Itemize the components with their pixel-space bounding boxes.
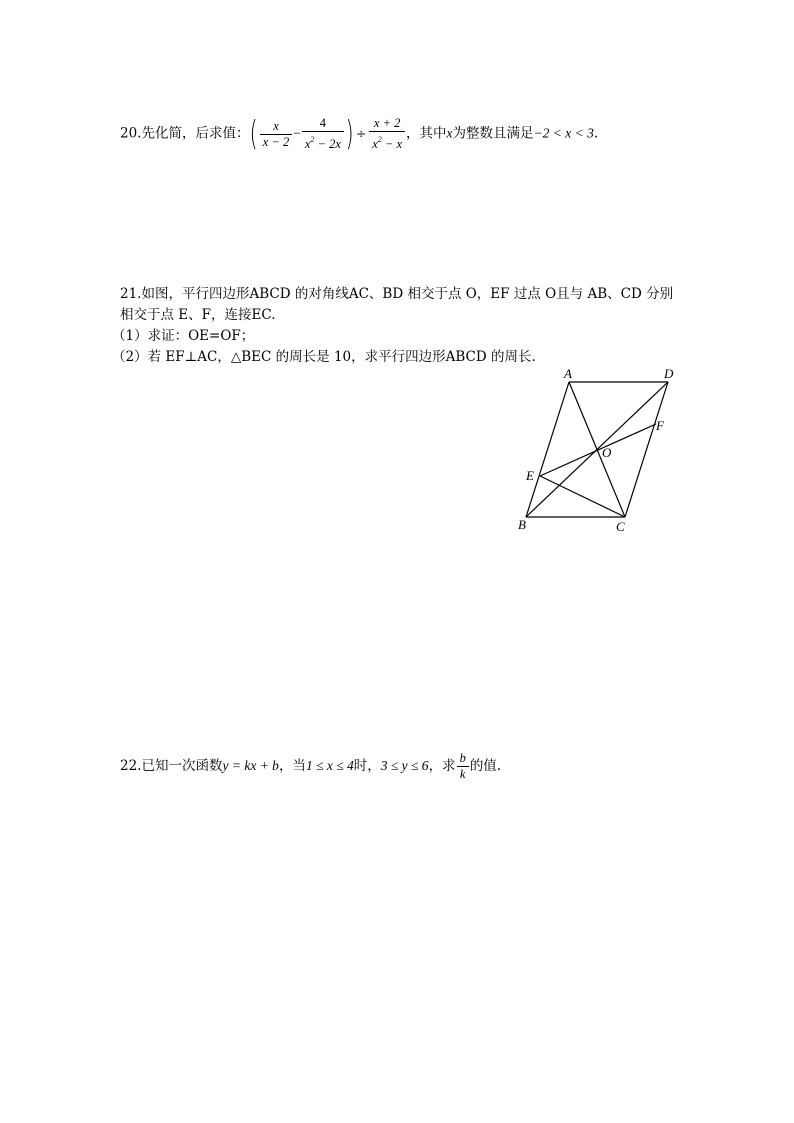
divide-sign: ÷ [356, 126, 367, 141]
q21-line2: 相交于点 E、F，连接EC. [120, 307, 276, 323]
right-paren: ) [345, 114, 354, 154]
label-b: B [518, 517, 526, 532]
q22-fraction: $\frac{b}{k}$ [457, 751, 469, 782]
q22-condition-y: 3 ≤ y ≤ 6 [380, 758, 429, 773]
segment-ec [540, 476, 625, 517]
q20-var: x [446, 125, 453, 141]
q21-part2: （2）若 EF⊥AC，△BEC 的周长是 10，求平行四边形ABCD 的周长. [112, 349, 536, 365]
label-e: E [526, 468, 534, 483]
q20-mid: ，其中 [406, 125, 447, 142]
q22-prefix: 22.已知一次函数 [120, 758, 223, 774]
side-cd [625, 382, 668, 517]
label-o: O [602, 445, 612, 460]
q20-end: . [593, 125, 599, 142]
fraction-1: $\frac{x}{x - 2}$ [260, 119, 292, 150]
q21-line1: 21.如图，平行四边形ABCD 的对角线AC、BD 相交于点 O，EF 过点 O且与 AB、CD 分别 [120, 286, 674, 302]
fraction-2: $\frac{4}{x^2 - 2x}$ [302, 116, 344, 152]
label-a: A [564, 366, 572, 381]
q22-mid3: ，求 [428, 758, 456, 774]
diagonal-ac [569, 382, 625, 517]
q20-prefix: 20.先化简，后求值： [120, 125, 250, 142]
minus-sign: − [293, 125, 301, 141]
q22-mid1: ，当 [278, 758, 306, 774]
label-d: D [664, 366, 674, 381]
q22-end: 的值. [469, 758, 502, 774]
question-22 [120, 751, 501, 782]
question-20 [120, 116, 598, 152]
q20-condition: −2 < x < 3 [533, 125, 594, 141]
diagonal-bd [526, 382, 668, 517]
q22-mid2: 时， [353, 758, 381, 774]
fraction-3: $\frac{x + 2}{x^2 - x}$ [369, 116, 405, 152]
q22-function: y = kx + b [222, 758, 279, 773]
q21-part1: （1）求证：OE=OF； [112, 328, 255, 344]
segment-ef [540, 424, 656, 476]
label-c: C [616, 519, 625, 534]
side-ab [526, 382, 569, 517]
label-f: F [656, 418, 664, 433]
q20-mid2: 为整数且满足 [452, 125, 534, 142]
q22-condition-x: 1 ≤ x ≤ 4 [305, 758, 354, 773]
left-paren: ( [250, 114, 259, 154]
